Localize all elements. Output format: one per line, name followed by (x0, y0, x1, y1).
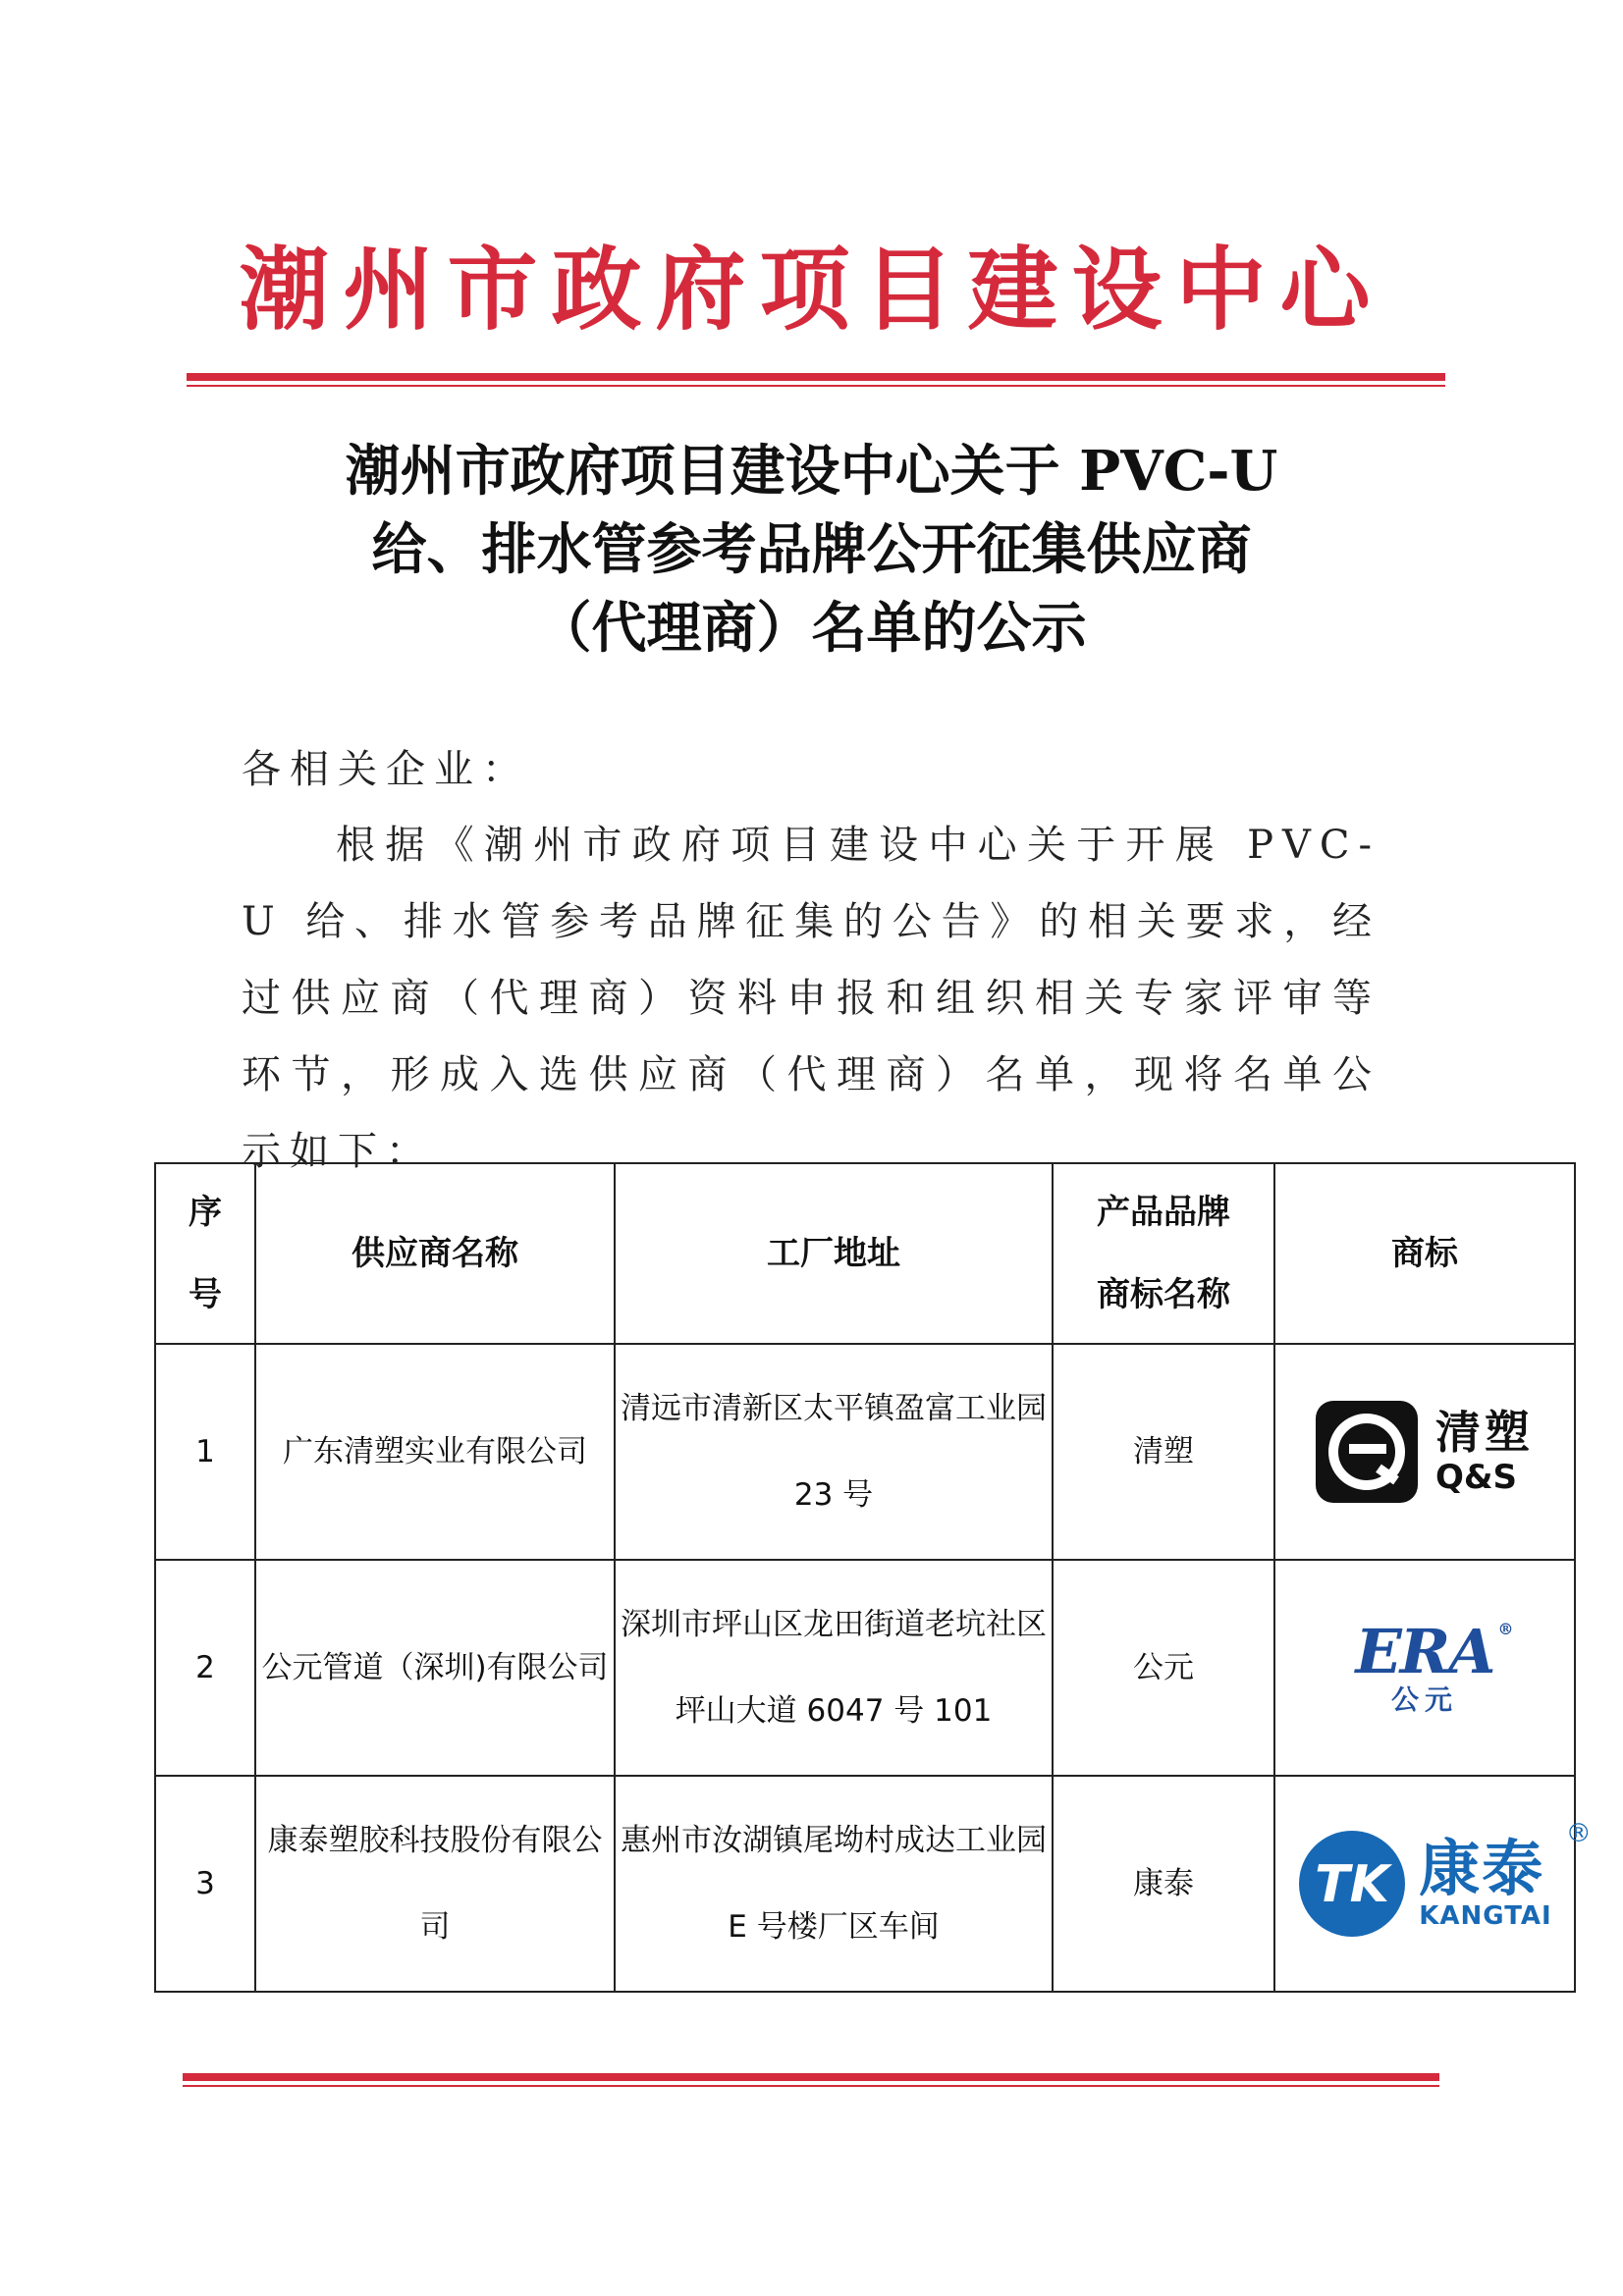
footer-rule (183, 2073, 1439, 2087)
svg-text:TK: TK (1315, 1855, 1390, 1914)
table-row (155, 1776, 1575, 1992)
supplier-table (154, 1162, 1592, 1993)
header-supplier: 供应商名称 (255, 1163, 615, 1344)
cell-seq: 3 (155, 1776, 255, 1992)
document-title (0, 432, 1623, 667)
title-line-2: 给、排水管参考品牌公开征集供应商 (371, 517, 1252, 582)
cell-seq: 2 (155, 1560, 255, 1776)
cell-supplier: 公元管道（深圳)有限公司 (255, 1560, 615, 1776)
cell-brand: 康泰 (1053, 1776, 1274, 1992)
title-line-1: 潮州市政府项目建设中心关于 PVC-U (345, 439, 1278, 504)
cell-logo (1274, 1776, 1592, 1992)
greeting: 各相关企业： (242, 747, 530, 792)
table-header-row (155, 1163, 1575, 1344)
cell-supplier: 广东清塑实业有限公司 (255, 1344, 615, 1560)
masthead-title: 潮州市政府项目建设中心 (239, 237, 1384, 343)
cell-seq: 1 (155, 1344, 255, 1560)
qs-logo-text: 清塑 Q&S (1435, 1406, 1534, 1497)
cell-address: 清远市清新区太平镇盈富工业园 23 号 (615, 1344, 1053, 1560)
table-row (155, 1344, 1575, 1560)
kangtai-logo-text: ® 康泰 KANGTAI (1419, 1819, 1592, 1931)
table-row (155, 1560, 1575, 1776)
cell-logo (1274, 1560, 1575, 1776)
cell-logo (1274, 1344, 1575, 1560)
cell-brand: 清塑 (1053, 1344, 1274, 1560)
cell-address: 惠州市汝湖镇尾坳村成达工业园 E 号楼厂区车间 (615, 1776, 1053, 1992)
header-address: 工厂地址 (615, 1163, 1053, 1344)
title-line-3: （代理商）名单的公示 (536, 596, 1087, 661)
tk-logo-icon (1297, 1829, 1407, 1939)
header-rule (187, 373, 1445, 387)
header-seq: 序 号 (155, 1163, 255, 1344)
cell-brand: 公元 (1053, 1560, 1274, 1776)
qs-logo-icon (1316, 1401, 1418, 1503)
cell-supplier: 康泰塑胶科技股份有限公 司 (255, 1776, 615, 1992)
header-brand: 产品品牌 商标名称 (1053, 1163, 1274, 1344)
era-logo: ERA ® 公元 (1355, 1616, 1512, 1716)
header-logo: 商标 (1274, 1163, 1575, 1344)
cell-address: 深圳市坪山区龙田街道老坑社区 坪山大道 6047 号 101 (615, 1560, 1053, 1776)
body-paragraph: 根据《潮州市政府项目建设中心关于开展 PVC-U 给、排水管参考品牌征集的公告》的相关要求，经过供应商（代理商）资料申报和组织相关专家评审等环节，形成入选供应商（代理商）名单，现将名单公示如下： (242, 823, 1380, 1174)
